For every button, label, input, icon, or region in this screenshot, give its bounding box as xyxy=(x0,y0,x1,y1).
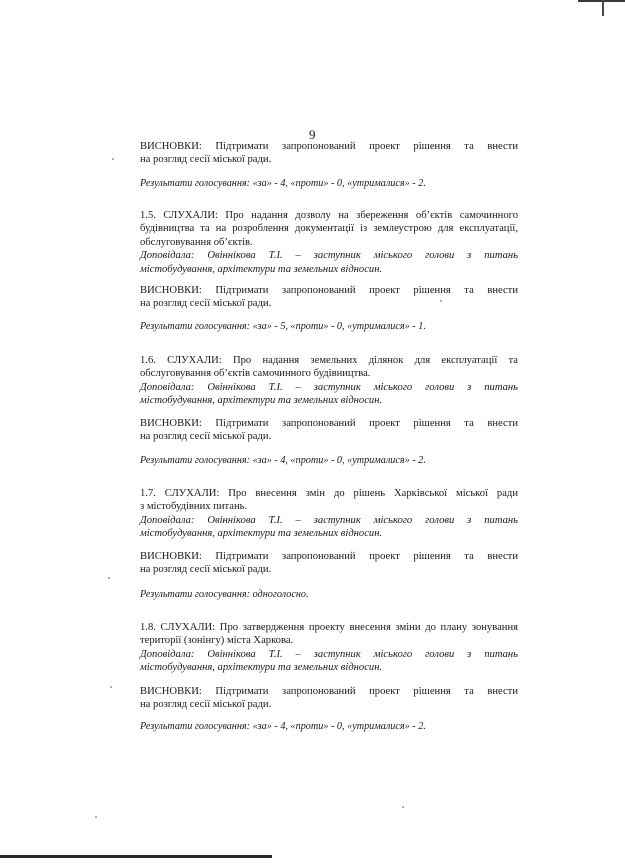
speaker-line: Доповідала: Овіннікова Т.І. – заступник міського голови з питань xyxy=(140,250,518,262)
speaker-line: Доповідала: Овіннікова Т.І. – заступник міського голови з питань xyxy=(140,514,518,526)
voting-result: Результати голосування: «за» - 4, «проти» - 0, «утрималися» - 2. xyxy=(140,178,426,189)
heard-line: 1.6. СЛУХАЛИ: Про надання земельних ділянок для експлуатації та xyxy=(140,355,518,366)
heard-line: території (зонінгу) міста Харкова. xyxy=(140,635,294,647)
speaker-line: містобудування, архітектури та земельних відносин. xyxy=(140,528,383,540)
conclusion-line: ВИСНОВКИ: Підтримати запропонований проект рішення та внести xyxy=(140,141,518,152)
heard-line: 1.7. СЛУХАЛИ: Про внесення змін до рішень Харківської міської ради xyxy=(140,488,518,499)
conclusion-line: ВИСНОВКИ: Підтримати запропонований проект рішення та внести xyxy=(140,551,518,562)
heard-line: з містобудівних питань. xyxy=(140,501,248,513)
heard-paragraph xyxy=(140,487,518,541)
conclusion-line: на розгляд сесії міської ради. xyxy=(140,298,272,310)
scan-speck xyxy=(440,300,442,302)
conclusion-paragraph xyxy=(140,284,518,311)
conclusion-line: ВИСНОВКИ: Підтримати запропонований проект рішення та внести xyxy=(140,418,518,429)
scan-edge-mark xyxy=(0,855,272,858)
conclusion-paragraph xyxy=(140,550,518,577)
conclusion-line: на розгляд сесії міської ради. xyxy=(140,564,272,576)
voting-result: Результати голосування: «за» - 4, «проти» - 0, «утрималися» - 2. xyxy=(140,721,426,732)
speaker-line: містобудування, архітектури та земельних відносин. xyxy=(140,263,383,275)
speaker-line: містобудування, архітектури та земельних відносин. xyxy=(140,662,383,674)
speaker-line: містобудування, архітектури та земельних відносин. xyxy=(140,395,383,407)
conclusion-paragraph xyxy=(140,140,518,167)
speaker-line: Доповідала: Овіннікова Т.І. – заступник міського голови з питань xyxy=(140,648,518,660)
conclusion-paragraph xyxy=(140,417,518,444)
heard-line: обслуговування об’єктів. xyxy=(140,236,253,248)
conclusion-paragraph xyxy=(140,685,518,712)
scan-edge-mark xyxy=(602,0,604,16)
voting-result: Результати голосування: «за» - 4, «проти» - 0, «утрималися» - 2. xyxy=(140,455,426,466)
voting-result: Результати голосування: «за» - 5, «проти» - 0, «утрималися» - 1. xyxy=(140,321,426,332)
scan-speck xyxy=(95,816,97,818)
page-number: 9 xyxy=(309,127,316,142)
scan-speck xyxy=(110,686,112,688)
conclusion-line: на розгляд сесії міської ради. xyxy=(140,699,272,711)
heard-line: 1.5. СЛУХАЛИ: Про надання дозволу на збереження об’єктів самочинного xyxy=(140,210,518,221)
conclusion-line: ВИСНОВКИ: Підтримати запропонований проект рішення та внести xyxy=(140,686,518,697)
heard-line: 1.8. СЛУХАЛИ: Про затвердження проекту внесення зміни до плану зонування xyxy=(140,622,518,633)
scan-speck xyxy=(108,577,110,579)
conclusion-line: на розгляд сесії міської ради. xyxy=(140,154,272,166)
speaker-line: Доповідала: Овіннікова Т.І. – заступник міського голови з питань xyxy=(140,381,518,393)
scan-speck xyxy=(112,158,114,160)
heard-paragraph xyxy=(140,621,518,675)
voting-result: Результати голосування: одноголосно. xyxy=(140,589,309,600)
heard-paragraph xyxy=(140,354,518,408)
scan-speck xyxy=(402,806,404,808)
conclusion-line: на розгляд сесії міської ради. xyxy=(140,431,272,443)
conclusion-line: ВИСНОВКИ: Підтримати запропонований проект рішення та внести xyxy=(140,285,518,296)
heard-paragraph xyxy=(140,209,518,276)
heard-line: будівництва та на розроблення документації із землеустрою для експлуатації, xyxy=(140,223,518,235)
heard-line: обслуговування об’єктів самочинного будівництва. xyxy=(140,368,371,380)
